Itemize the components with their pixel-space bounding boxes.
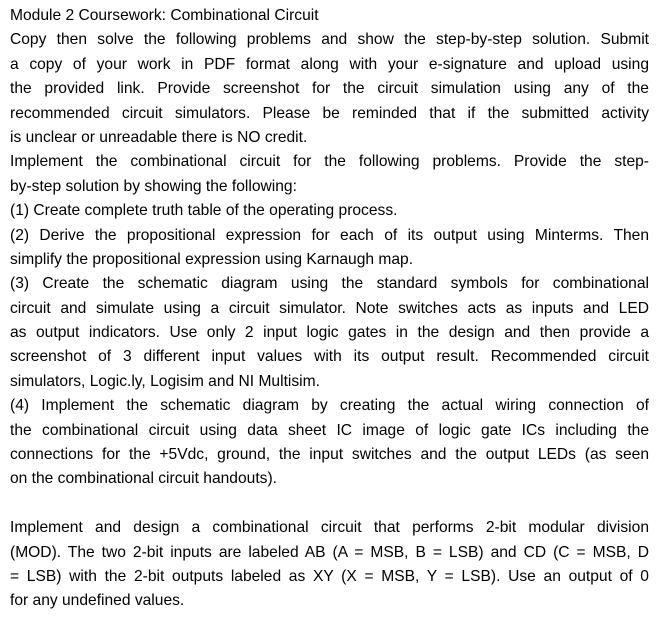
step-4-item [10,394,649,492]
text-line: for any undefined values. [10,592,185,610]
text-line: connections for the +5Vdc, ground, the input switches and the output LEDs (as seen [10,446,649,464]
text-line: (4) Implement the schematic diagram by creating the actual wiring connection of [10,397,649,415]
text-line: by-step solution by showing the following: [10,177,297,195]
text-line: simplify the propositional expression using Karnaugh map. [10,250,414,268]
step-3-item [10,272,649,394]
text-line: (2) Derive the propositional expression for each of its output using Minterms. Then [10,226,649,244]
text-line: the combinational circuit using data sheet IC image of logic gate ICs including the [10,421,649,439]
text-line: = LSB) with the 2-bit outputs labeled as XY (X = MSB, Y = LSB). Use an output of 0 [10,567,649,585]
text-line: on the combinational circuit handouts). [10,470,277,488]
paragraph-spacer [10,492,649,516]
text-line: Implement the combinational circuit for the following problems. Provide the step- [10,153,649,171]
text-line: circuit and simulate using a circuit simulator. Note switches acts as inputs and LED [10,299,649,317]
text-line: (MOD). The two 2-bit inputs are labeled AB (A = MSB, B = LSB) and CD (C = MSB, D [10,543,649,561]
step-2-item [10,224,649,273]
text-line: recommended circuit simulators. Please be reminded that if the submitted activity [10,104,649,122]
text-line: screenshot of 3 different input values with its output result. Recommended circuit [10,348,649,366]
problem-statement-paragraph [10,516,649,614]
text-line: Copy then solve the following problems and show the step-by-step solution. Submit [10,31,649,49]
text-line: (1) Create complete truth table of the operating process. [10,202,398,220]
step-1-item [10,199,649,223]
text-line: a copy of your work in PDF format along with your e-signature and upload using [10,55,649,73]
text-line: as output indicators. Use only 2 input logic gates in the design and then provide a [10,324,649,342]
document-title: Module 2 Coursework: Combinational Circuit [10,7,319,24]
text-line: Implement and design a combinational circuit that performs 2-bit modular division [10,519,649,537]
text-line: (3) Create the schematic diagram using the standard symbols for combinational [10,275,649,293]
text-line: is unclear or unreadable there is NO credit. [10,128,308,146]
text-line: the provided link. Provide screenshot for the circuit simulation using any of the [10,80,649,98]
instructions-paragraph [10,28,649,150]
implementation-intro-paragraph [10,150,649,199]
text-line: simulators, Logic.ly, Logisim and NI Multisim. [10,372,320,390]
